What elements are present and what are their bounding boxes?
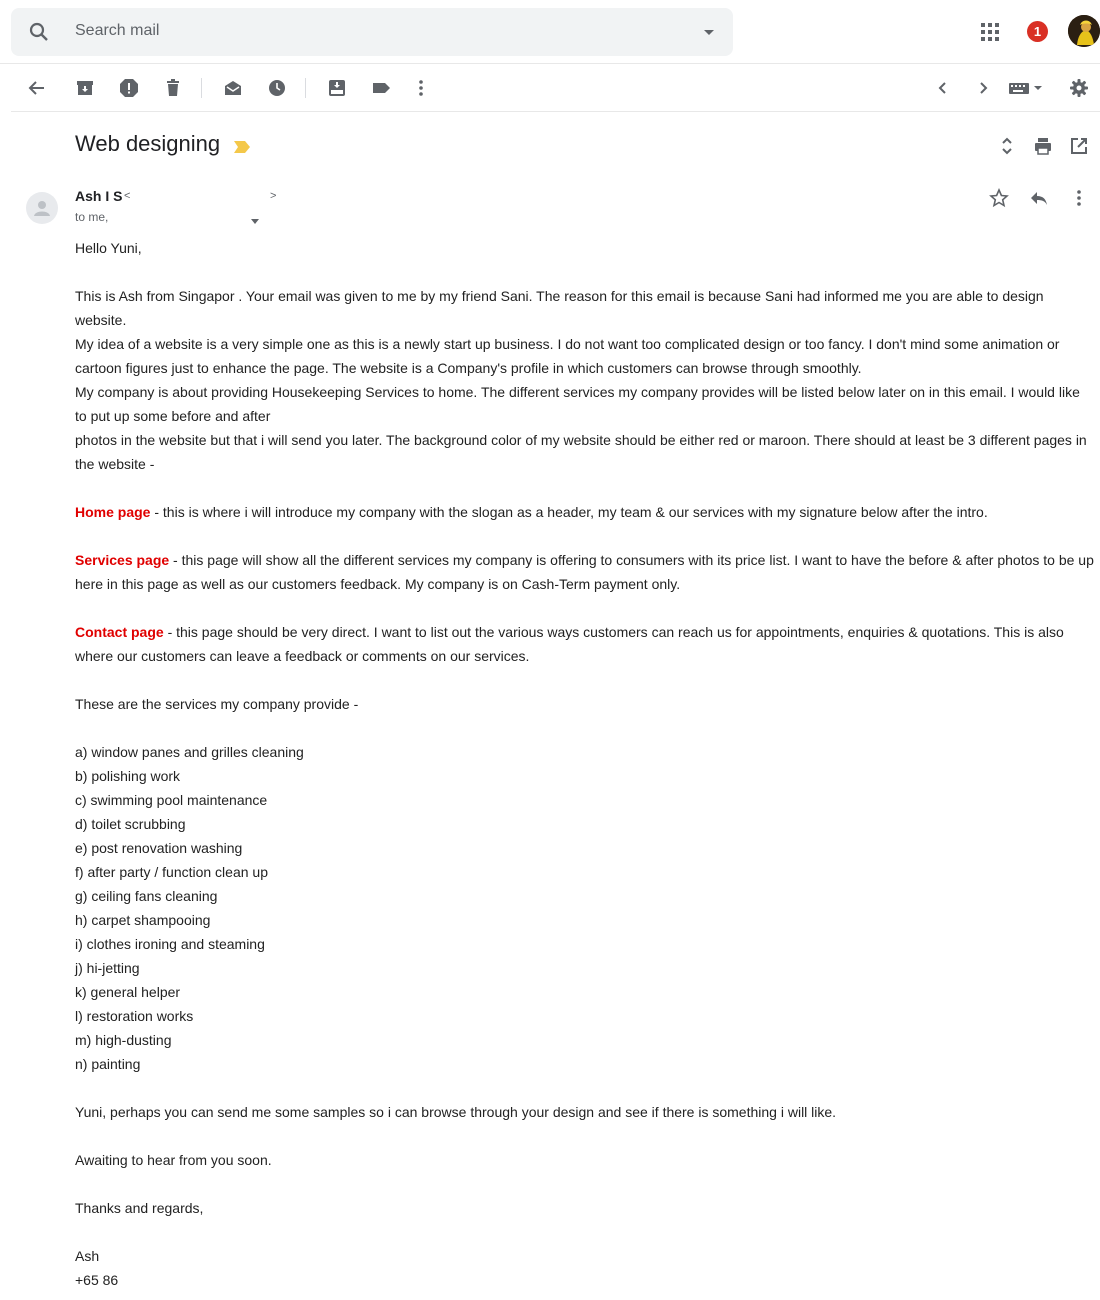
service-item: b) polishing work xyxy=(75,768,181,784)
print-icon[interactable] xyxy=(1031,134,1055,158)
top-bar xyxy=(0,0,1100,64)
page-description-services xyxy=(75,548,1095,596)
sender-name[interactable]: Ash I S xyxy=(75,188,123,204)
show-details-chevron-icon[interactable] xyxy=(250,213,260,221)
service-item: k) general helper xyxy=(75,984,181,1000)
newer-chevron-left-icon[interactable] xyxy=(931,76,955,100)
email-body xyxy=(75,236,1095,1292)
page-description-contact xyxy=(75,620,1095,668)
apps-grid-icon[interactable] xyxy=(978,20,1002,44)
delete-icon[interactable] xyxy=(161,76,185,100)
thanks-line: Thanks and regards, xyxy=(75,1200,204,1216)
settings-gear-icon[interactable] xyxy=(1067,76,1091,100)
older-chevron-right-icon[interactable] xyxy=(971,76,995,100)
service-item: h) carpet shampooing xyxy=(75,912,211,928)
report-spam-icon[interactable] xyxy=(117,76,141,100)
archive-icon[interactable] xyxy=(73,76,97,100)
reply-icon[interactable] xyxy=(1027,186,1051,210)
service-item: f) after party / function clean up xyxy=(75,864,268,880)
expand-all-icon[interactable] xyxy=(995,134,1019,158)
search-icon[interactable] xyxy=(27,20,51,44)
open-new-window-icon[interactable] xyxy=(1067,134,1091,158)
service-item: l) restoration works xyxy=(75,1008,194,1024)
page-title-services: Services page xyxy=(75,552,170,568)
message-more-icon[interactable] xyxy=(1067,186,1091,210)
service-item: g) ceiling fans cleaning xyxy=(75,888,218,904)
snooze-clock-icon[interactable] xyxy=(265,76,289,100)
intro-paragraph: My company is about providing Housekeeping Services to home. The different services my company provides will be listed below later on in this email. I would like to put up some before and after xyxy=(75,384,1080,424)
service-item: j) hi-jetting xyxy=(75,960,140,976)
signature-name: Ash xyxy=(75,1248,100,1264)
services-intro: These are the services my company provide - xyxy=(75,696,359,712)
search-options-icon[interactable] xyxy=(703,26,715,38)
search-bar[interactable] xyxy=(11,8,733,56)
service-item: i) clothes ironing and steaming xyxy=(75,936,265,952)
greeting: Hello Yuni, xyxy=(75,240,142,256)
closing-request: Yuni, perhaps you can send me some samples so i can browse through your design and see if there is something i will like. xyxy=(75,1104,837,1120)
page-title-contact: Contact page xyxy=(75,624,164,640)
sender-avatar[interactable] xyxy=(26,192,58,224)
intro-paragraph: photos in the website but that i will send you later. The background color of my website should be either red or maroon. There should at least be 3 different pages in the website - xyxy=(75,432,1087,472)
email-subject: Web designing xyxy=(75,131,221,156)
page-description-home xyxy=(75,500,1095,524)
search-input[interactable]: Search mail xyxy=(75,22,160,39)
mark-unread-icon[interactable] xyxy=(221,76,245,100)
service-item: m) high-dusting xyxy=(75,1032,172,1048)
intro-paragraph: This is Ash from Singapor . Your email was given to me by my friend Sani. The reason for this email is because Sani had informed me you are able to design website. xyxy=(75,288,1044,328)
message-toolbar xyxy=(11,64,1100,112)
back-arrow-icon[interactable] xyxy=(25,76,49,100)
signature-phone: +65 86 xyxy=(75,1272,119,1288)
page-text-services: - this page will show all the different services my company is offering to consumers with its price list. I want to have the before & after photos to be up here in this page as well as our customers feedback. My company is on Cash-Term payment only. xyxy=(75,552,1094,592)
service-item: n) painting xyxy=(75,1056,141,1072)
page-text-home: - this is where i will introduce my company with the slogan as a header, my team & our services with my signature below after the intro. xyxy=(150,504,988,520)
more-options-icon[interactable] xyxy=(409,76,433,100)
account-avatar[interactable] xyxy=(1068,15,1100,47)
label-icon[interactable] xyxy=(369,76,393,100)
service-item: c) swimming pool maintenance xyxy=(75,792,268,808)
keyboard-input-icon[interactable] xyxy=(1007,76,1047,100)
page-text-contact: - this page should be very direct. I want to list out the various ways customers can reach us for appointments, enquiries & quotations. This is also where our customers can leave a feedback or comments on our services. xyxy=(75,624,1064,664)
service-item: d) toilet scrubbing xyxy=(75,816,186,832)
notification-badge[interactable]: 1 xyxy=(1027,21,1048,42)
service-item: e) post renovation washing xyxy=(75,840,243,856)
move-to-icon[interactable] xyxy=(325,76,349,100)
important-marker-icon[interactable] xyxy=(234,140,250,152)
recipient-line: to me, xyxy=(75,210,109,224)
awaiting-line: Awaiting to hear from you soon. xyxy=(75,1152,272,1168)
star-icon[interactable] xyxy=(987,186,1011,210)
toolbar-divider xyxy=(305,78,306,98)
intro-paragraph: My idea of a website is a very simple one as this is a newly start up business. I do not want too complicated design or too fancy. I don't mind some animation or cartoon figures just to enhance the page. The website is a Company's profile in which customers can browse through smoothly. xyxy=(75,336,1060,376)
page-title-home: Home page xyxy=(75,504,151,520)
service-item: a) window panes and grilles cleaning xyxy=(75,744,304,760)
sender-email-open: < xyxy=(124,190,131,202)
toolbar-divider xyxy=(201,78,202,98)
sender-email-close: > xyxy=(270,190,277,202)
